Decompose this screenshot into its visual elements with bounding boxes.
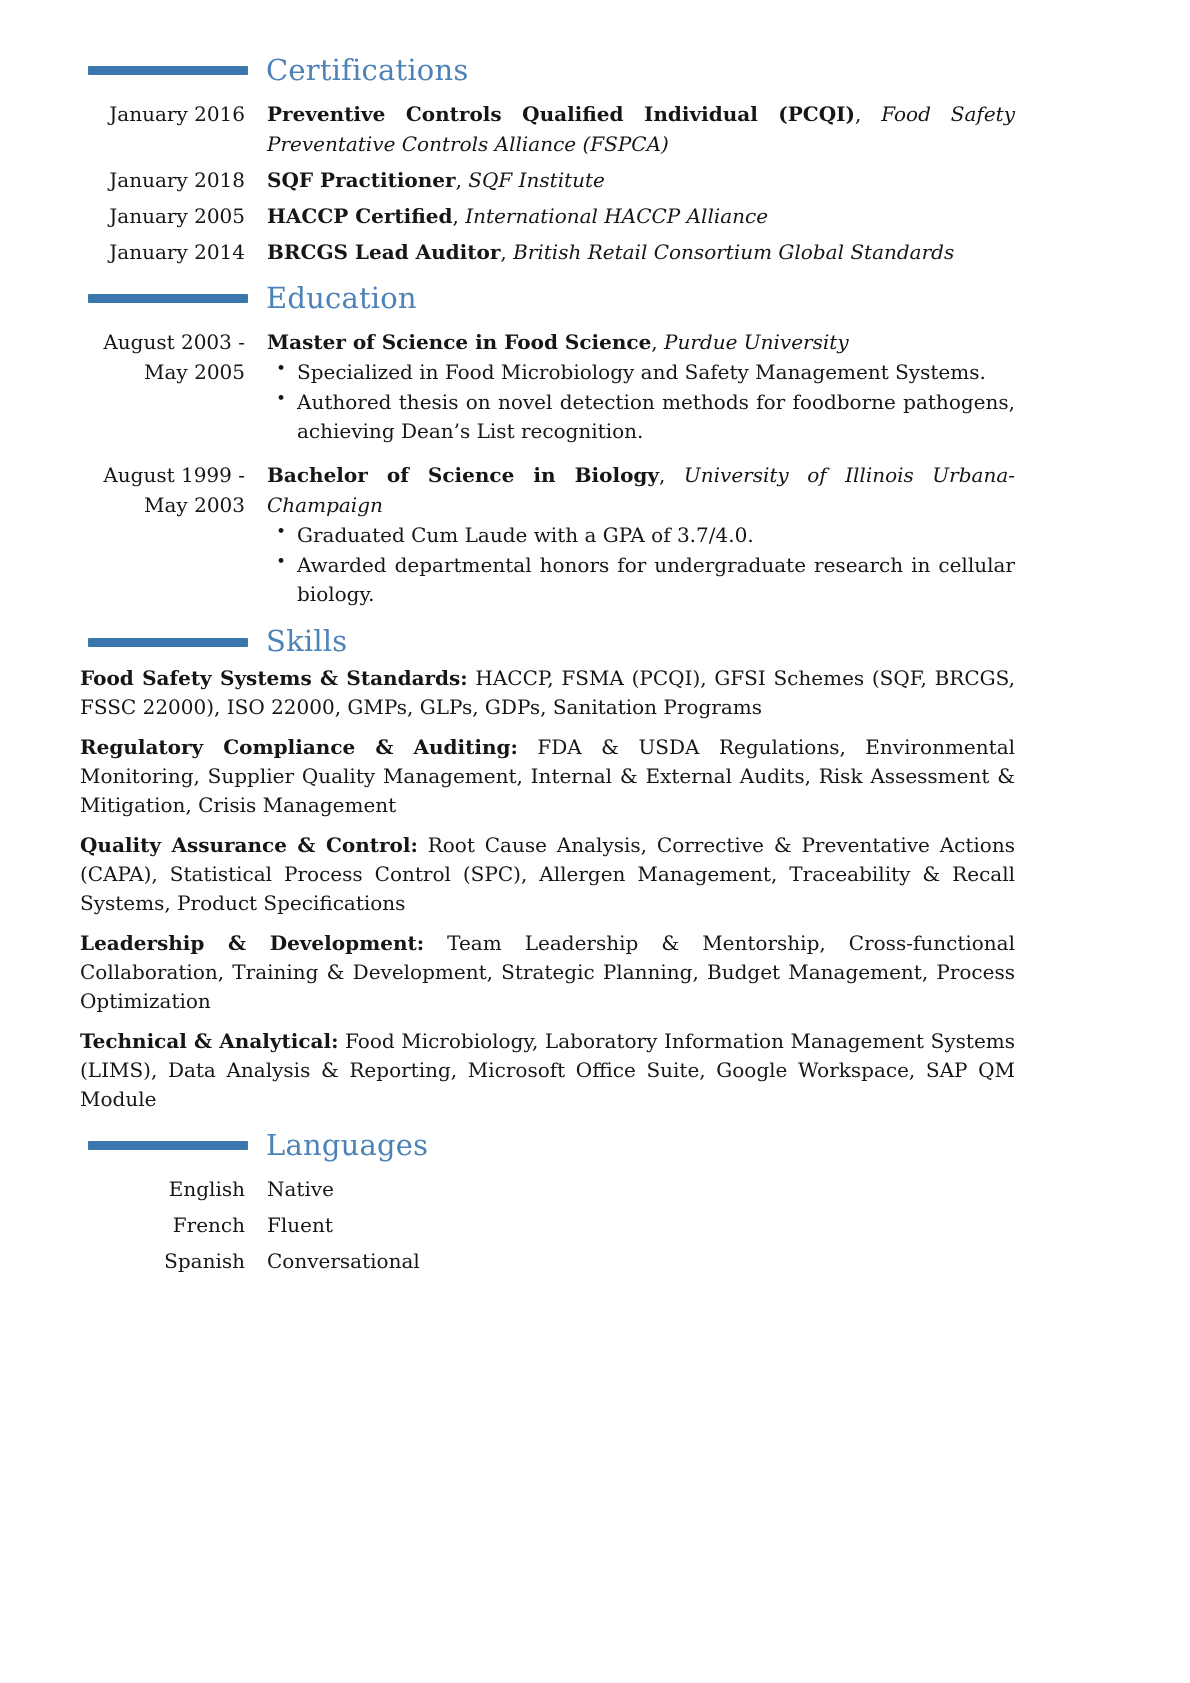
education-bullet: • Specialized in Food Microbiology and Safety Management Systems. (267, 358, 1015, 386)
education-entry (80, 460, 1015, 610)
skill-category: Technical & Analytical: (80, 1029, 339, 1054)
education-bullets (267, 521, 1015, 608)
certification-name: Preventive Controls Qualified Individual (PCQI) (267, 101, 855, 126)
section-languages (80, 1130, 1015, 1276)
certification-name: SQF Practitioner (267, 167, 456, 192)
skill-category: Leadership & Development: (80, 931, 425, 956)
certification-org: , SQF Institute (456, 168, 605, 192)
certification-entry (80, 99, 1015, 159)
certification-date: January 2005 (109, 203, 245, 228)
skills-title: Skills (266, 624, 348, 659)
education-title: Education (266, 280, 417, 315)
languages-title: Languages (266, 1128, 429, 1163)
education-degree-line (267, 327, 1015, 357)
certification-body (267, 237, 1015, 267)
certification-org: , Food Safety Preventative Controls Alliance (FSPCA) (267, 102, 1015, 156)
education-bullet: • Graduated Cum Laude with a GPA of 3.7/4.0. (267, 521, 1015, 549)
skill-group (80, 733, 1015, 820)
education-degree: Master of Science in Food Science (267, 329, 652, 354)
certification-date: January 2016 (109, 101, 245, 126)
language-row (80, 1210, 1015, 1240)
language-row (80, 1246, 1015, 1276)
language-level: Conversational (267, 1248, 420, 1273)
language-name: Spanish (164, 1248, 245, 1273)
education-header (80, 280, 1015, 315)
section-education (80, 280, 1016, 610)
education-date-end: May 2005 (144, 359, 245, 384)
certification-date: January 2014 (109, 239, 245, 264)
section-certifications (80, 55, 1015, 267)
section-rule (88, 1141, 248, 1150)
skill-list: HACCP, FSMA (PCQI), GFSI Schemes (SQF, BRCGS, FSSC 22000), ISO 22000, GMPs, GLPs, GDPs, Sanitation Programs (80, 666, 1015, 720)
section-rule (88, 294, 248, 303)
section-rule (88, 66, 248, 75)
skills-body (80, 664, 1015, 1114)
education-body (267, 327, 1015, 447)
section-skills (80, 626, 1015, 1114)
education-degree: Bachelor of Science in Biology (267, 462, 660, 487)
education-dates (80, 327, 245, 447)
education-degree-line (267, 460, 1015, 520)
language-level: Fluent (267, 1212, 333, 1237)
skill-list: FDA & USDA Regulations, Environmental Monitoring, Supplier Quality Management, Internal & External Audits, Risk Assessment & Mitigation, Crisis Management (80, 735, 1016, 818)
language-level: Native (267, 1176, 334, 1201)
certification-name: HACCP Certified (267, 203, 453, 228)
skill-group (80, 1027, 1015, 1114)
education-entry (80, 327, 1015, 447)
education-bullet: • Awarded departmental honors for undergraduate research in cellular biology. (267, 551, 1015, 608)
skill-group (80, 929, 1015, 1016)
skill-group (80, 664, 1015, 722)
skills-header (80, 626, 1015, 658)
skill-category: Regulatory Compliance & Auditing: (80, 735, 518, 760)
certifications-title: Certifications (266, 53, 469, 87)
certification-entry (80, 165, 1015, 195)
certification-date: January 2018 (109, 167, 245, 192)
education-bullet: • Authored thesis on novel detection methods for foodborne pathogens, achieving Dean’s List recognition. (267, 388, 1015, 445)
skill-list: Team Leadership & Mentorship, Cross-functional Collaboration, Training & Development, Strategic Planning, Budget Management, Process Optimization (80, 931, 1016, 1014)
skill-list: Food Microbiology, Laboratory Information Management Systems (LIMS), Data Analysis & Reporting, Microsoft Office Suite, Google Workspace, SAP QM Module (80, 1029, 1016, 1112)
education-body (267, 460, 1015, 610)
education-date-start: August 2003 - (103, 329, 245, 354)
skill-category: Food Safety Systems & Standards: (80, 666, 468, 691)
skill-group (80, 831, 1015, 918)
language-name: French (172, 1212, 245, 1237)
language-name: English (168, 1176, 245, 1201)
certification-body (267, 99, 1015, 159)
certification-name: BRCGS Lead Auditor (267, 239, 501, 264)
certification-entry (80, 237, 1015, 267)
certification-entry (80, 201, 1015, 231)
skill-category: Quality Assurance & Control: (80, 833, 418, 858)
certification-org: , British Retail Consortium Global Standards (500, 240, 954, 264)
education-date-end: May 2003 (144, 492, 245, 517)
certifications-header (80, 55, 1015, 87)
education-date-start: August 1999 - (103, 462, 245, 487)
education-bullets (267, 358, 1015, 445)
language-row (80, 1174, 1015, 1204)
skill-list: Root Cause Analysis, Corrective & Preventative Actions (CAPA), Statistical Process Control (SPC), Allergen Management, Traceability & Recall Systems, Product Specifications (80, 833, 1015, 916)
education-dates (80, 460, 245, 610)
section-rule (88, 638, 248, 647)
education-school: , University of Illinois Urbana-Champaign (267, 463, 1015, 517)
education-school: , Purdue University (651, 330, 848, 354)
certification-body (267, 201, 1015, 231)
certification-body (267, 165, 1015, 195)
certification-org: , International HACCP Alliance (453, 204, 769, 228)
languages-header (80, 1130, 1015, 1162)
